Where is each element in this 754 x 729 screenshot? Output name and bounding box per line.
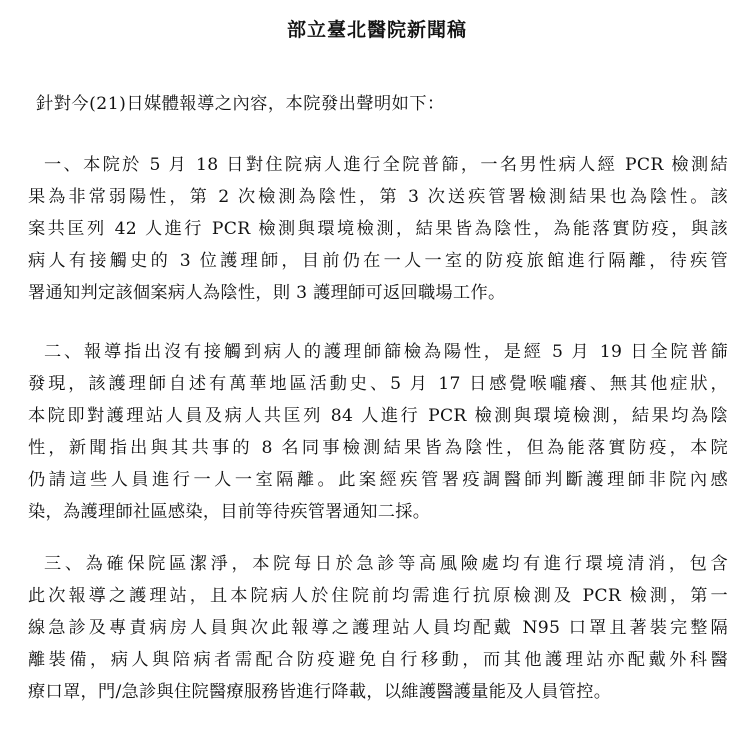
paragraph-line: 療口罩，門/急診與住院醫療服務皆進行降載，以維護醫護量能及人員管控。	[28, 682, 612, 702]
paragraph-line: 染，為護理師社區感染，目前等待疾管署通知二採。	[28, 502, 431, 522]
paragraph-line: 果為非常弱陽性，第 2 次檢測為陰性，第 3 次送疾管署檢測結果也為陰性。該	[28, 187, 728, 207]
paragraph-line: 仍請這些人員進行一人一室隔離。此案經疾管署疫調醫師判斷護理師非院內感	[28, 470, 728, 490]
paragraph-2	[28, 336, 728, 528]
paragraph-line: 一、本院於 5 月 18 日對住院病人進行全院普篩，一名男性病人經 PCR 檢測結	[44, 155, 728, 175]
paragraph-line: 發現，該護理師自述有萬華地區活動史、5 月 17 日感覺喉嚨癢、無其他症狀，	[28, 374, 728, 394]
paragraph-line: 此次報導之護理站，且本院病人於住院前均需進行抗原檢測及 PCR 檢測，第一	[28, 586, 728, 606]
paragraph-line: 病人有接觸史的 3 位護理師，目前仍在一人一室的防疫旅館進行隔離，待疾管	[28, 251, 728, 271]
paragraph-line: 本院即對護理站人員及病人共匡列 84 人進行 PCR 檢測與環境檢測，結果均為陰	[28, 406, 728, 426]
paragraph-line: 署通知判定該個案病人為陰性，則 3 護理師可返回職場工作。	[28, 283, 506, 303]
paragraph-line: 線急診及專責病房人員與次此報導之護理站人員均配戴 N95 口罩且著裝完整隔	[28, 618, 728, 638]
document-title: 部立臺北醫院新聞稿	[286, 19, 467, 41]
paragraph-3	[28, 548, 728, 708]
paragraph-line: 二、報導指出沒有接觸到病人的護理師篩檢為陽性，是經 5 月 19 日全院普篩	[44, 342, 728, 362]
paragraph-line: 案共匡列 42 人進行 PCR 檢測與環境檢測，結果皆為陰性，為能落實防疫，與該	[28, 219, 728, 239]
paragraph-line: 離裝備，病人與陪病者需配合防疫避免自行移動，而其他護理站亦配戴外科醫	[28, 650, 728, 670]
paragraph-1	[28, 149, 728, 309]
intro-statement: 針對今(21)日媒體報導之內容，本院發出聲明如下：	[36, 94, 445, 114]
paragraph-line: 三、為確保院區潔淨，本院每日於急診等高風險處均有進行環境清消，包含	[44, 554, 728, 574]
paragraph-line: 性，新聞指出與其共事的 8 名同事檢測結果皆為陰性，但為能落實防疫，本院	[28, 438, 728, 458]
